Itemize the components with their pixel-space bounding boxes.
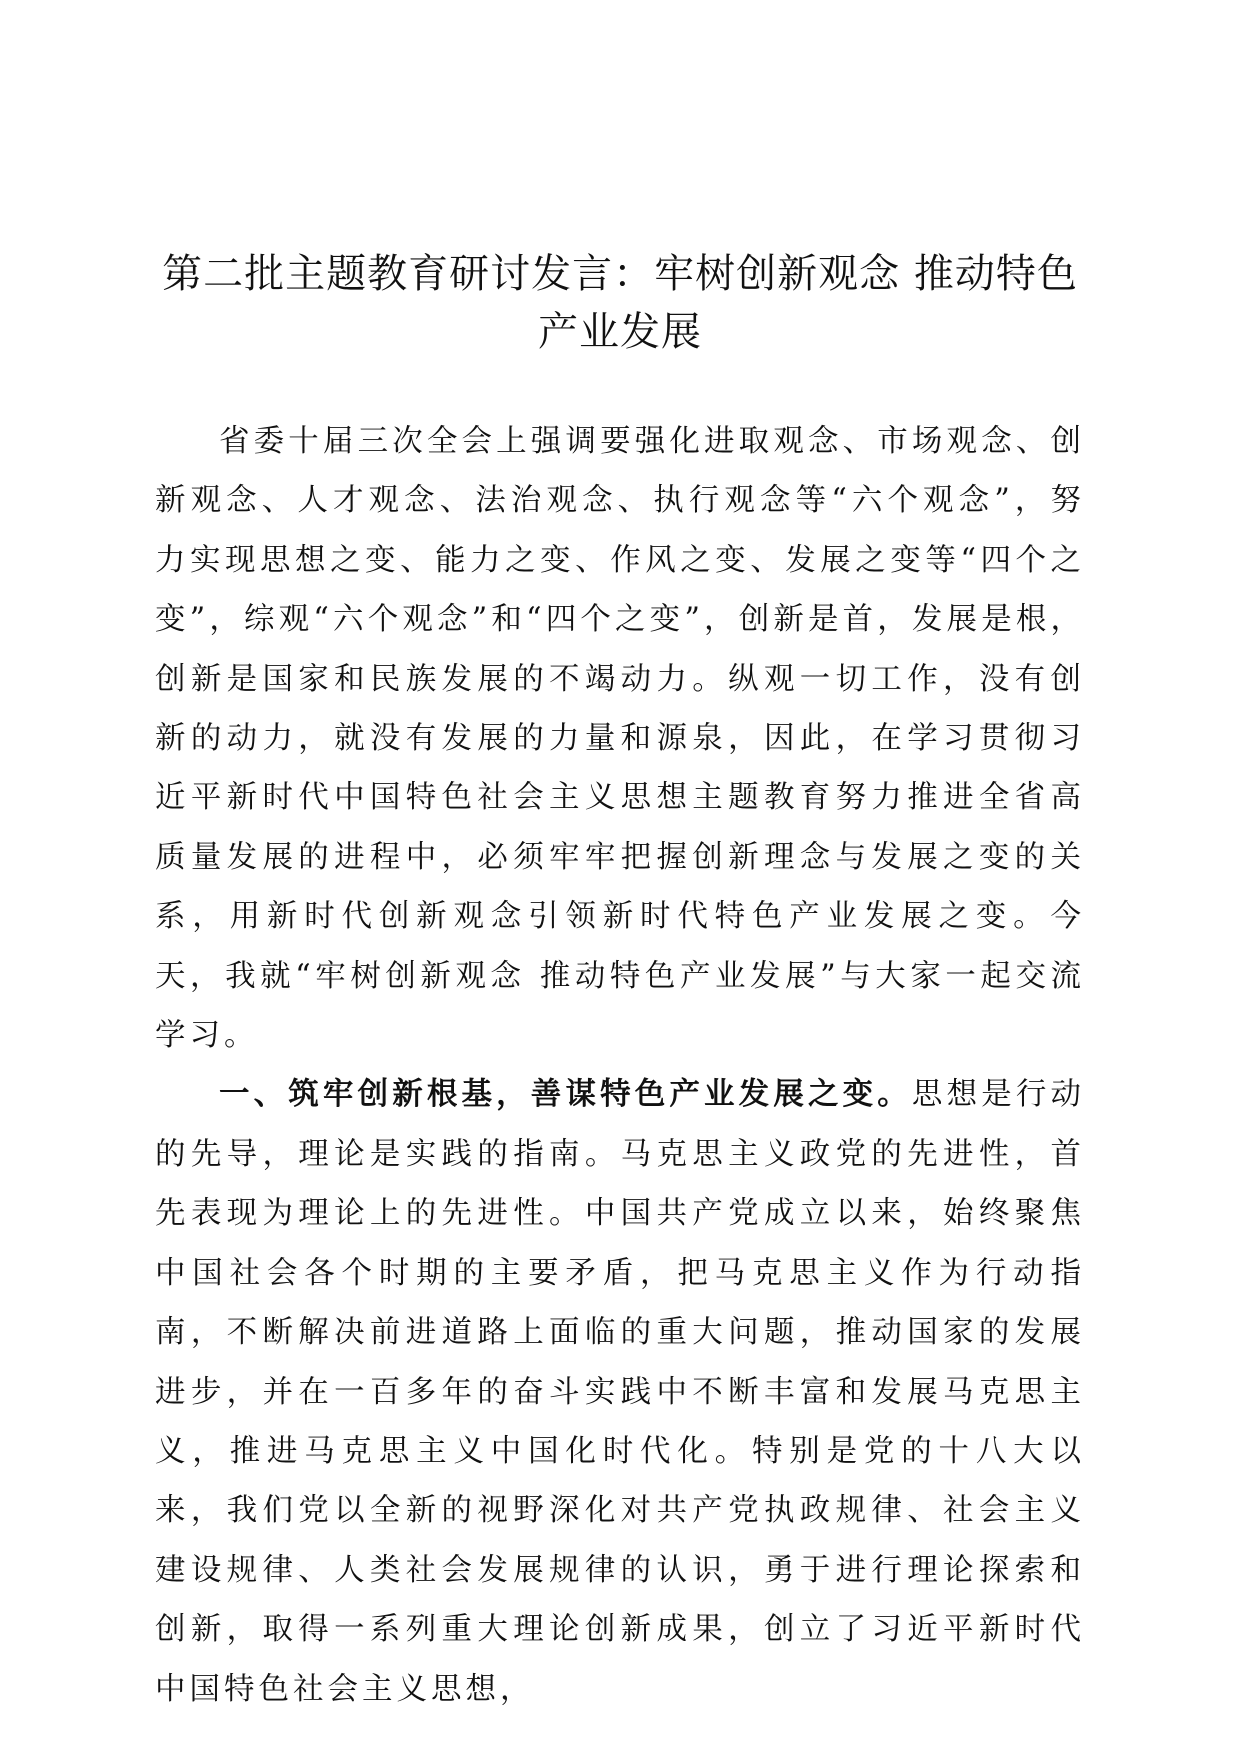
document-title: 第二批主题教育研讨发言：牢树创新观念 推动特色产业发展 (162, 251, 1078, 355)
intro-paragraph: 省委十届三次全会上强调要强化进取观念、市场观念、创新观念、人才观念、法治观念、执行观念等“六个观念”，努力实现思想之变、能力之变、作风之变、发展之变等“四个之变”，综观“六个观念”和“四个之变”，创新是首，发展是根，创新是国家和民族发展的不竭动力。纵观一切工作，没有创新的动力，就没有发展的力量和源泉，因此，在学习贯彻习近平新时代中国特色社会主义思想主题教育努力推进全省高质量发展的进程中，必须牢牢把握创新理念与发展之变的关系，用新时代创新观念引领新时代特色产业发展之变。今天，我就“牢树创新观念 推动特色产业发展”与大家一起交流学习。 (155, 424, 1085, 1054)
section-one-heading: 一、筑牢创新根基，善谋特色产业发展之变。 (219, 1076, 912, 1113)
document-body (155, 412, 1085, 1719)
section-one-text: 思想是行动的先导，理论是实践的指南。马克思主义政党的先进性，首先表现为理论上的先进性。中国共产党成立以来，始终聚焦中国社会各个时期的主要矛盾，把马克思主义作为行动指南，不断解决前进道路上面临的重大问题，推动国家的发展进步，并在一百多年的奋斗实践中不断丰富和发展马克思主义，推进马克思主义中国化时代化。特别是党的十八大以来，我们党以全新的视野深化对共产党执政规律、社会主义建设规律、人类社会发展规律的认识，勇于进行理论探索和创新，取得一系列重大理论创新成果，创立了习近平新时代中国特色社会主义思想， (155, 1077, 1086, 1707)
section-one-paragraph (155, 1065, 1085, 1718)
